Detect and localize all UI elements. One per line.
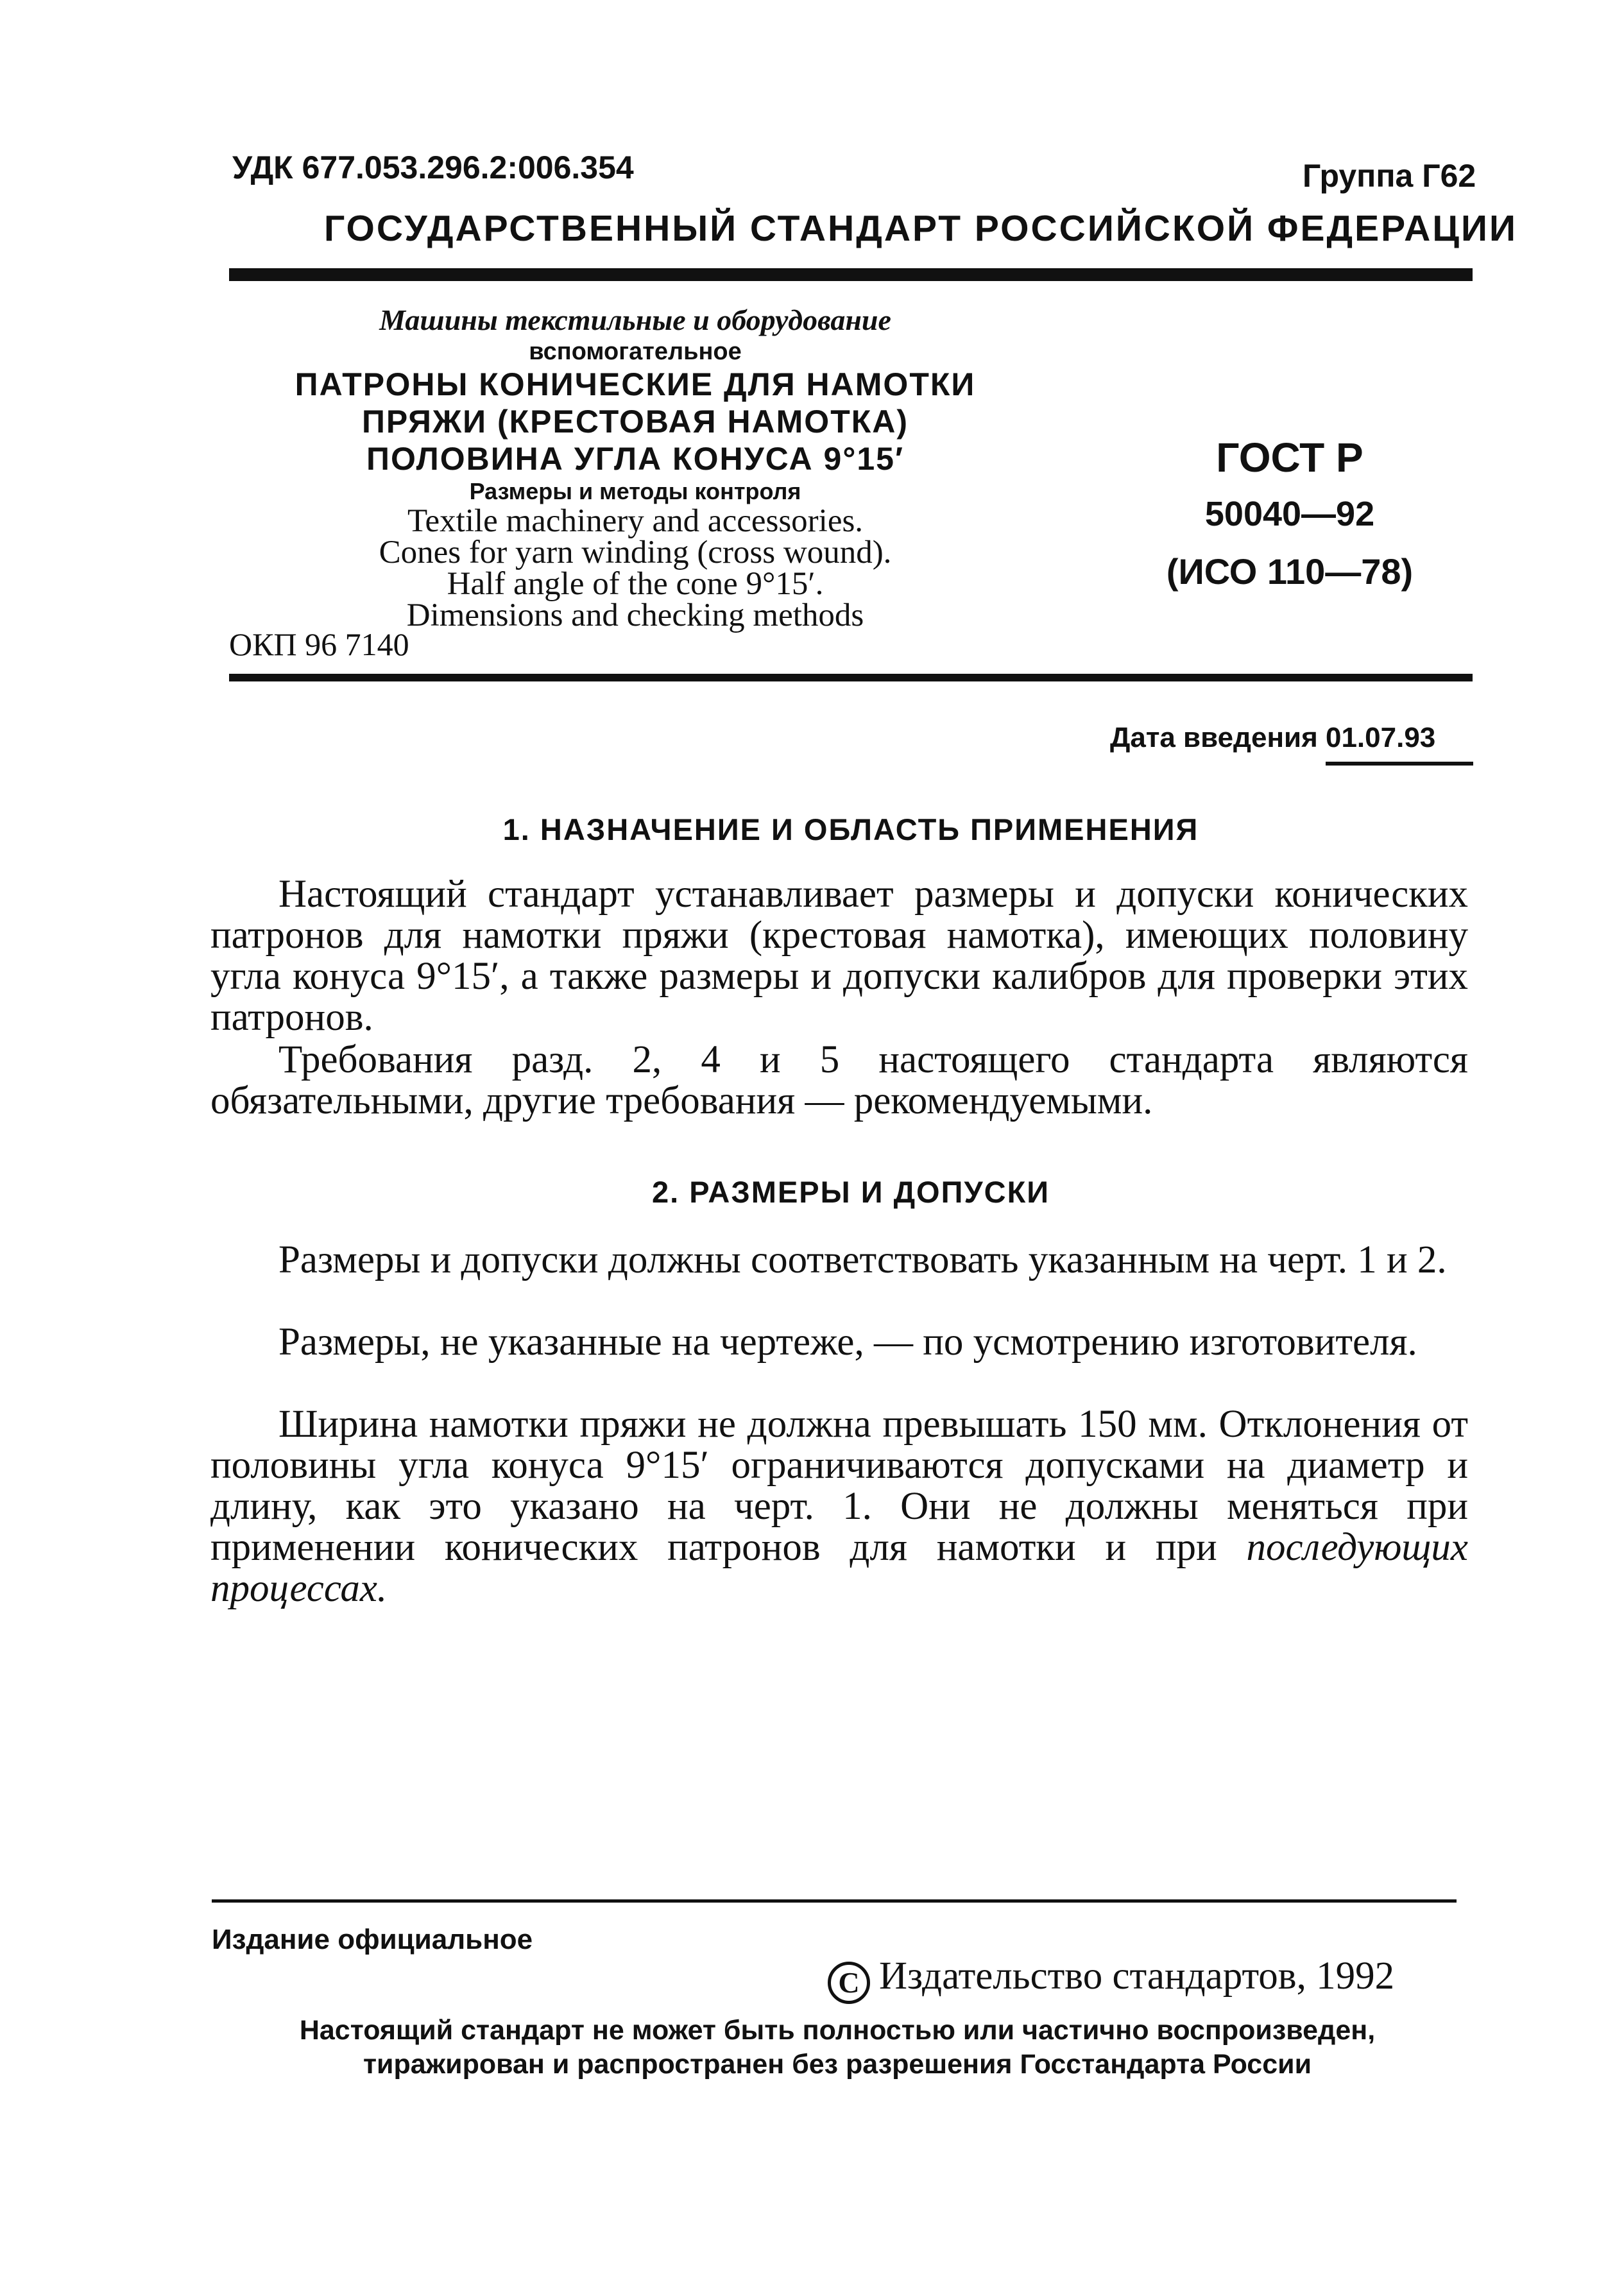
reproduction-notice <box>212 2014 1463 2082</box>
section-1-heading: 1. НАЗНАЧЕНИЕ И ОБЛАСТЬ ПРИМЕНЕНИЯ <box>502 812 1199 846</box>
gost-number: 50040—92 <box>1204 495 1375 533</box>
english-title-line-1: Textile machinery and accessories. <box>407 503 864 539</box>
category-line-2: вспомогательное <box>529 338 742 365</box>
paragraph <box>210 1240 1468 1281</box>
top-rule <box>229 268 1473 281</box>
middle-rule <box>229 674 1473 681</box>
iso-reference: (ИСО 110—78) <box>1166 551 1414 592</box>
subtitle: Размеры и методы контроля <box>469 478 801 504</box>
intro-date-value: 01.07.93 <box>1325 722 1436 753</box>
paragraph <box>210 1040 1468 1122</box>
notice-line-2: тиражирован и распространен без разрешения Госстандарта России <box>363 2049 1312 2080</box>
group-code: Группа Г62 <box>1303 158 1476 194</box>
paragraph <box>210 1404 1468 1609</box>
main-title-line-2: ПРЯЖИ (КРЕСТОВАЯ НАМОТКА) <box>361 404 909 440</box>
paragraph <box>210 1322 1468 1363</box>
paragraph-text: Размеры, не указанные на чертеже, — по усмотрению изготовителя. <box>278 1321 1417 1364</box>
paragraph-text-italic: последующих процессах. <box>210 1526 1468 1610</box>
date-underline <box>1326 762 1473 766</box>
copyright-text: Издательство стандартов, 1992 <box>879 1955 1395 1998</box>
english-title-line-3: Half angle of the cone 9°15′. <box>447 566 824 602</box>
title-block <box>231 303 1039 631</box>
official-edition-label: Издание официальное <box>212 1924 533 1955</box>
paragraph-text: Требования разд. 2, 4 и 5 настоящего стандарта являются обязательными, другие требования — рекомендуемыми. <box>210 1038 1468 1122</box>
paragraph-text: Ширина намотки пряжи не должна превышать 150 мм. Отклонения от половины угла конуса 9°15′ ограничиваются допусками на диаметр и длину, как это указано на черт. 1. Они не должны меняться при применении конических патронов для намотки и при <box>210 1403 1468 1569</box>
intro-date <box>1110 722 1435 754</box>
okp-code: ОКП 96 7140 <box>229 626 409 662</box>
main-title-line-1: ПАТРОНЫ КОНИЧЕСКИЕ ДЛЯ НАМОТКИ <box>295 366 976 402</box>
copyright-line <box>828 1954 1394 2004</box>
english-title-line-2: Cones for yarn winding (cross wound). <box>379 535 892 570</box>
intro-date-label: Дата введения <box>1110 722 1318 753</box>
paragraph <box>210 874 1468 1038</box>
copyright-icon: C <box>828 1962 870 2004</box>
state-standard-heading: ГОСУДАРСТВЕННЫЙ СТАНДАРТ РОССИЙСКОЙ ФЕДЕРАЦИИ <box>324 208 1517 249</box>
udk-code: УДК 677.053.296.2:006.354 <box>232 150 634 185</box>
paragraph-text: Размеры и допуски должны соответствовать указанным на черт. 1 и 2. <box>278 1238 1447 1281</box>
footer-rule <box>212 1899 1457 1903</box>
main-title-line-3: ПОЛОВИНА УГЛА КОНУСА 9°15′ <box>366 441 904 477</box>
gost-title: ГОСТ Р <box>1216 434 1363 481</box>
category-line-1: Машины текстильные и оборудование <box>379 304 891 336</box>
english-title-line-4: Dimensions and checking methods <box>406 597 864 633</box>
section-2-heading: 2. РАЗМЕРЫ И ДОПУСКИ <box>651 1175 1050 1209</box>
gost-designation <box>1097 430 1482 601</box>
notice-line-1: Настоящий стандарт не может быть полностью или частично воспроизведен, <box>299 2015 1376 2046</box>
paragraph-text: Настоящий стандарт устанавливает размеры и допуски конических патронов для намотки пряжи (крестовая намотка), имеющих половину угла конуса 9°15′, а также размеры и допуски калибров для проверки этих патронов. <box>210 873 1468 1039</box>
